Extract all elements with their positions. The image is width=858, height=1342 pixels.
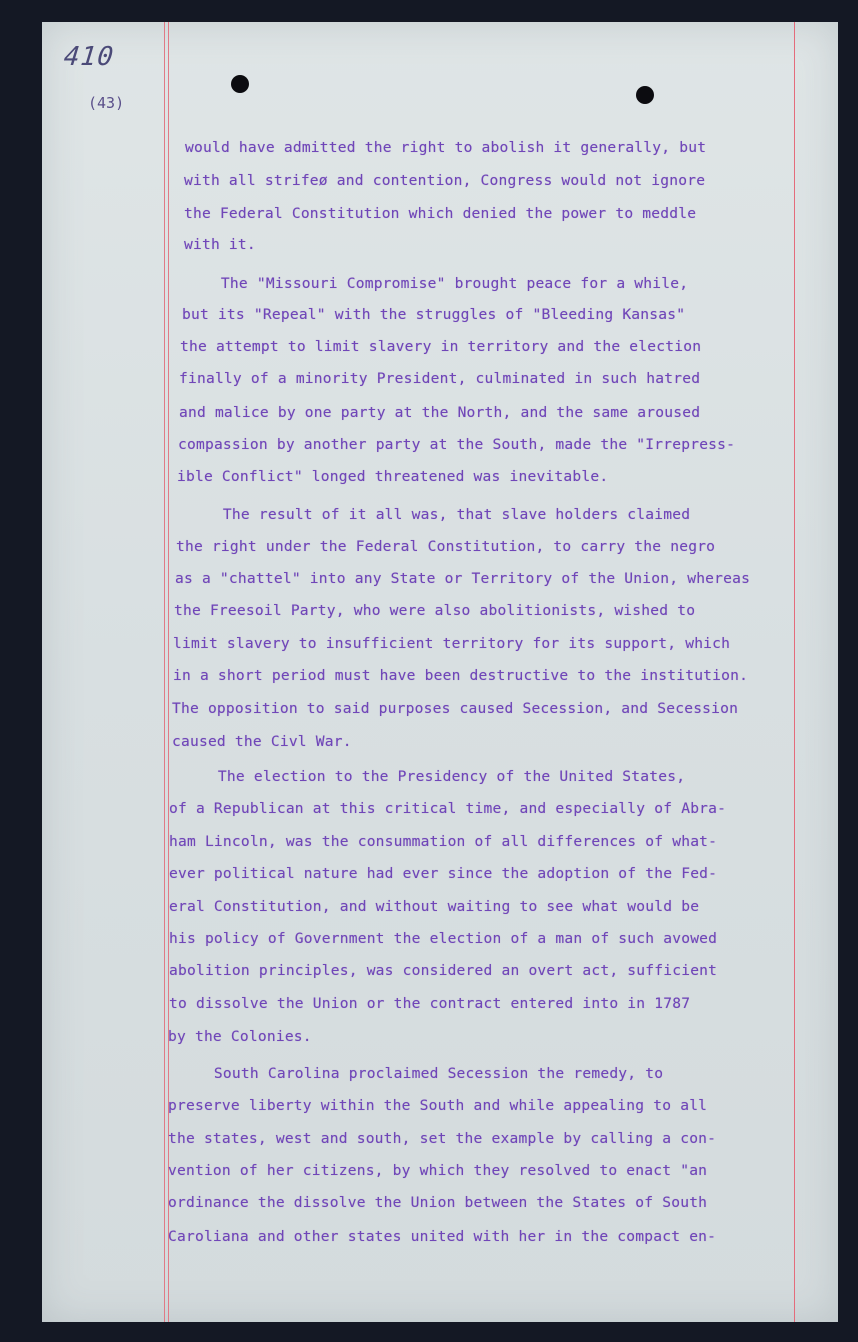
- text-line: to dissolve the Union or the contract entered into in 1787: [169, 995, 691, 1012]
- text-line: with all strifeø and contention, Congress would not ignore: [184, 172, 706, 189]
- text-line: South Carolina proclaimed Secession the remedy, to: [169, 1065, 664, 1082]
- text-line: as a "chattel" into any State or Territory of the Union, whereas: [175, 570, 751, 587]
- text-line: the attempt to limit slavery in territory and the election: [180, 338, 702, 355]
- text-line: Caroliana and other states united with her in the compact en-: [168, 1228, 717, 1245]
- page-number: (43): [88, 94, 125, 112]
- text-line: the Freesoil Party, who were also abolitionists, wished to: [174, 602, 696, 619]
- text-line: the right under the Federal Constitution, to carry the negro: [176, 538, 716, 555]
- text-line: but its "Repeal" with the struggles of "Bleeding Kansas": [182, 306, 686, 323]
- text-line: finally of a minority President, culminated in such hatred: [179, 370, 701, 387]
- text-line: the states, west and south, set the example by calling a con-: [168, 1130, 717, 1147]
- text-line: ever political nature had ever since the adoption of the Fed-: [169, 865, 718, 882]
- text-line: compassion by another party at the South, made the "Irrepress-: [178, 436, 736, 453]
- text-line: caused the Civl War.: [172, 733, 352, 750]
- text-line: ordinance the dissolve the Union between the States of South: [168, 1194, 708, 1211]
- text-line: limit slavery to insufficient territory for its support, which: [173, 635, 731, 652]
- text-line: the Federal Constitution which denied the power to meddle: [184, 205, 697, 222]
- text-line: The election to the Presidency of the United States,: [173, 768, 686, 785]
- text-line: preserve liberty within the South and while appealing to all: [168, 1097, 708, 1114]
- text-line: with it.: [184, 236, 256, 253]
- text-line: and malice by one party at the North, and the same aroused: [179, 404, 701, 421]
- handwritten-folio-number: 410: [62, 42, 116, 72]
- text-line: ham Lincoln, was the consummation of all differences of what-: [169, 833, 718, 850]
- text-line: his policy of Government the election of a man of such avowed: [169, 930, 718, 947]
- text-line: would have admitted the right to abolish it generally, but: [185, 139, 707, 156]
- text-line: of a Republican at this critical time, and especially of Abra-: [169, 800, 727, 817]
- text-line: vention of her citizens, by which they resolved to enact "an: [168, 1162, 708, 1179]
- text-line: in a short period must have been destructive to the institution.: [173, 667, 749, 684]
- text-line: eral Constitution, and without waiting to see what would be: [169, 898, 700, 915]
- typewritten-text-body: [42, 22, 838, 1322]
- text-line: ible Conflict" longed threatened was inevitable.: [177, 468, 609, 485]
- document-page: [42, 22, 838, 1322]
- text-line: The "Missouri Compromise" brought peace for a while,: [176, 275, 689, 292]
- text-line: by the Colonies.: [168, 1028, 312, 1045]
- text-line: The opposition to said purposes caused Secession, and Secession: [172, 700, 739, 717]
- text-line: abolition principles, was considered an overt act, sufficient: [169, 962, 718, 979]
- text-line: The result of it all was, that slave holders claimed: [178, 506, 691, 523]
